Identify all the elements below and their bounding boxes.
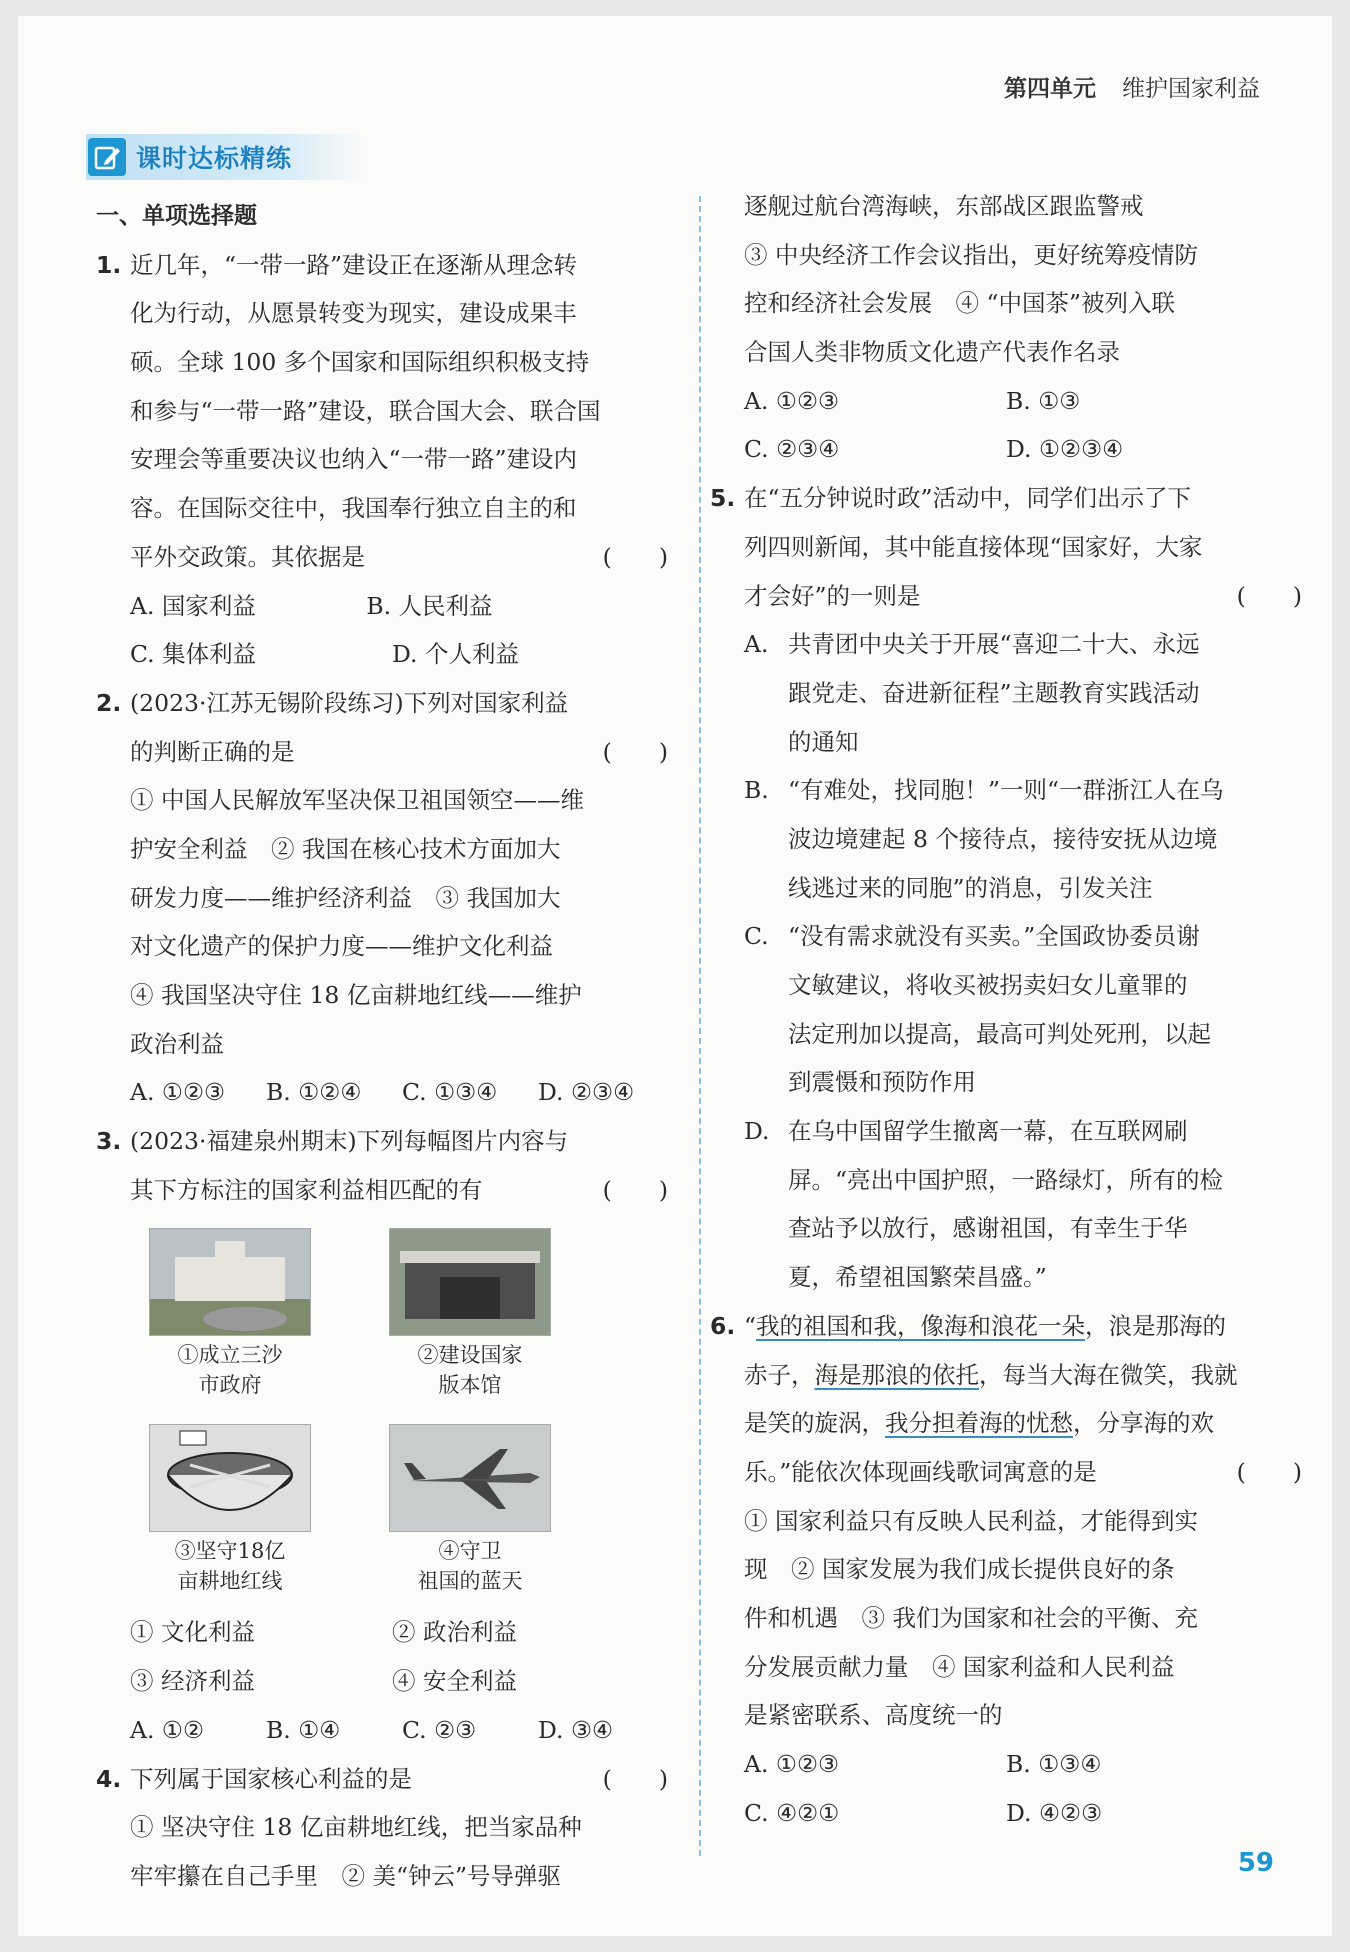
question-text: 对文化遗产的保护力度——维护文化利益 xyxy=(130,932,553,961)
question-text: 护安全利益 ② 我国在核心技术方面加大 xyxy=(130,834,561,863)
column-divider xyxy=(699,196,701,1856)
national-archives-photo xyxy=(389,1228,551,1336)
question-text: ，每当大海在微笑，我就 xyxy=(979,1360,1238,1389)
question-text: 下列属于国家核心利益的是 xyxy=(130,1764,412,1793)
picture-caption: ②建设国家 xyxy=(417,1343,523,1368)
question-text: ，分享海的欢 xyxy=(1073,1409,1214,1438)
option-label: C. xyxy=(744,922,769,951)
option-text: 跟党走、奋进新征程”主题教育实践活动 xyxy=(788,678,1200,707)
option-d[interactable] xyxy=(710,1107,1310,1302)
option-c[interactable]: C. ②③④ xyxy=(744,435,840,464)
question-text: “ xyxy=(744,1311,757,1340)
question-text: ，浪是那海的 xyxy=(1085,1311,1227,1340)
question-6 xyxy=(710,1302,1310,1838)
underlined-lyric: 海是那浪的依托 xyxy=(814,1360,979,1389)
question-text: 合国人类非物质文化遗产代表作名录 xyxy=(744,338,1120,367)
option-text: 波边境建起 8 个接待点，接待安抚从边境 xyxy=(788,824,1218,853)
option-c[interactable] xyxy=(710,912,1310,1107)
answer-blank[interactable]: ( ) xyxy=(602,1764,668,1793)
page xyxy=(18,16,1332,1936)
question-text: ③ 中央经济工作会议指出，更好统筹疫情防 xyxy=(744,240,1198,269)
question-text: (2023·福建泉州期末)下列每幅图片内容与 xyxy=(130,1127,569,1156)
option-a[interactable]: A. ①②③ xyxy=(744,386,840,415)
option-text: “没有需求就没有买卖。”全国政协委员谢 xyxy=(788,922,1200,951)
question-text: 逐舰过航台湾海峡，东部战区跟监警戒 xyxy=(744,192,1144,220)
option-b[interactable]: B. 人民利益 xyxy=(366,591,493,620)
question-5 xyxy=(710,474,1310,1302)
question-text: 硕。全球 100 多个国家和国际组织积极支持 xyxy=(130,348,590,377)
question-number: 5. xyxy=(710,484,736,513)
option-c[interactable]: C. 集体利益 xyxy=(130,640,257,669)
picture-4 xyxy=(370,1424,570,1596)
question-text: ① 中国人民解放军坚决保卫祖国领空——维 xyxy=(130,786,584,815)
option-c[interactable]: C. ①③④ xyxy=(402,1078,498,1107)
option-text: 的通知 xyxy=(788,727,859,756)
question-text: 才会好”的一则是 xyxy=(744,581,921,610)
question-3 xyxy=(96,1117,676,1754)
picture-3 xyxy=(130,1424,330,1596)
picture-caption: ①成立三沙 xyxy=(177,1343,283,1368)
option-text: 法定刑加以提高，最高可判处死刑，以起 xyxy=(788,1019,1211,1048)
statement-4: ④ 安全利益 xyxy=(392,1667,517,1696)
question-text: 件和机遇 ③ 我们为国家和社会的平衡、充 xyxy=(744,1603,1198,1632)
page-number: 59 xyxy=(1237,1848,1274,1878)
option-a[interactable] xyxy=(710,620,1310,766)
option-c[interactable]: C. ②③ xyxy=(402,1715,477,1744)
option-b[interactable]: B. ①③④ xyxy=(1006,1750,1102,1778)
option-text: 在乌中国留学生撤离一幕，在互联网刷 xyxy=(788,1117,1188,1146)
picture-2 xyxy=(370,1228,570,1400)
question-4-continued xyxy=(710,182,1310,474)
right-column xyxy=(710,182,1310,1837)
answer-blank[interactable]: ( ) xyxy=(602,542,668,571)
question-text: 研发力度——维护经济利益 ③ 我国加大 xyxy=(130,883,561,912)
underlined-lyric: 我分担着海的忧愁 xyxy=(885,1409,1073,1438)
option-a[interactable]: A. ①②③ xyxy=(130,1078,226,1107)
unit-label: 第四单元 xyxy=(1004,75,1096,102)
question-number: 4. xyxy=(96,1764,122,1793)
sansha-government-photo xyxy=(149,1228,311,1336)
question-text: ① 坚决守住 18 亿亩耕地红线，把当家品种 xyxy=(130,1813,582,1842)
question-number: 1. xyxy=(96,250,122,279)
banner-title: 课时达标精练 xyxy=(136,144,293,173)
page-header xyxy=(1004,66,1260,106)
option-text: 到震慑和预防作用 xyxy=(788,1068,976,1097)
question-text: ④ 我国坚决守住 18 亿亩耕地红线——维护 xyxy=(130,981,582,1009)
question-text: 化为行动，从愿景转变为现实，建设成果丰 xyxy=(130,299,577,328)
answer-blank[interactable]: ( ) xyxy=(1236,581,1302,610)
statement-3: ③ 经济利益 xyxy=(130,1667,255,1696)
option-label: A. xyxy=(744,630,769,659)
option-text: 文敏建议，将收买被拐卖妇女儿童罪的 xyxy=(788,971,1188,999)
left-column xyxy=(96,192,676,1901)
picture-caption: 版本馆 xyxy=(438,1373,502,1398)
pencil-note-icon xyxy=(88,138,126,176)
question-text: 乐。”能依次体现画线歌词寓意的是 xyxy=(744,1457,1097,1486)
picture-grid xyxy=(130,1214,676,1608)
option-a[interactable]: A. 国家利益 xyxy=(130,591,256,620)
question-text: 在“五分钟说时政”活动中，同学们出示了下 xyxy=(744,484,1192,513)
question-number: 2. xyxy=(96,688,122,717)
question-number: 6. xyxy=(710,1311,736,1340)
option-text: “有难处，找同胞！”一则“一群浙江人在乌 xyxy=(788,776,1224,805)
answer-blank[interactable]: ( ) xyxy=(1236,1457,1302,1486)
option-d[interactable]: D. 个人利益 xyxy=(392,640,519,669)
option-d[interactable]: D. ①②③④ xyxy=(1006,435,1124,464)
question-1 xyxy=(96,241,676,679)
option-text: 夏，希望祖国繁荣昌盛。” xyxy=(788,1263,1047,1292)
question-text: 近几年，“一带一路”建设正在逐渐从理念转 xyxy=(130,250,578,279)
question-text: 容。在国际交往中，我国奉行独立自主的和 xyxy=(130,494,577,523)
question-text: 是紧密联系、高度统一的 xyxy=(744,1701,1003,1730)
question-text: ① 国家利益只有反映人民利益，才能得到实 xyxy=(744,1506,1198,1535)
question-text: 是笑的旋涡， xyxy=(744,1409,885,1438)
question-text: 其下方标注的国家利益相匹配的有 xyxy=(130,1175,483,1204)
question-text: 控和经济社会发展 ④ “中国茶”被列入联 xyxy=(744,289,1175,318)
option-d[interactable]: D. ②③④ xyxy=(538,1078,635,1107)
picture-caption: ③坚守18亿 xyxy=(174,1539,286,1564)
question-text: 现 ② 国家发展为我们成长提供良好的条 xyxy=(744,1555,1175,1584)
option-b[interactable]: B. ①④ xyxy=(266,1715,341,1744)
question-text: 平外交政策。其依据是 xyxy=(130,542,365,571)
rice-bowl-cartoon xyxy=(149,1424,311,1532)
option-a[interactable]: A. ①②③ xyxy=(744,1750,840,1778)
section-heading: 一、单项选择题 xyxy=(96,203,257,229)
option-a[interactable]: A. ①② xyxy=(130,1715,205,1744)
question-number: 3. xyxy=(96,1127,122,1156)
question-text: 政治利益 xyxy=(130,1029,224,1058)
option-d[interactable]: D. ③④ xyxy=(538,1715,614,1744)
option-text: 线逃过来的同胞”的消息，引发关注 xyxy=(788,873,1153,902)
answer-blank[interactable]: ( ) xyxy=(602,1175,668,1204)
section-banner xyxy=(86,134,366,180)
question-text: 安理会等重要决议也纳入“一带一路”建设内 xyxy=(130,445,578,474)
statement-2: ② 政治利益 xyxy=(392,1618,517,1647)
question-text: (2023·江苏无锡阶段练习)下列对国家利益 xyxy=(130,688,569,717)
picture-caption: 祖国的蓝天 xyxy=(417,1569,523,1594)
picture-caption: 市政府 xyxy=(198,1373,262,1398)
answer-blank[interactable]: ( ) xyxy=(602,737,668,766)
option-text: 屏。“亮出中国护照，一路绿灯，所有的检 xyxy=(788,1165,1224,1194)
question-text: 和参与“一带一路”建设，联合国大会、联合国 xyxy=(130,396,601,425)
option-text: 共青团中央关于开展“喜迎二十大、永远 xyxy=(788,630,1200,659)
question-2 xyxy=(96,679,676,1117)
underlined-lyric: 我的祖国和我，像海和浪花一朵 xyxy=(756,1311,1086,1340)
statement-1: ① 文化利益 xyxy=(130,1618,255,1647)
option-text: 查站予以放行，感谢祖国，有幸生于华 xyxy=(788,1214,1188,1243)
question-text: 牢牢攥在自己手里 ② 美“钟云”号导弹驱 xyxy=(130,1861,561,1890)
picture-1 xyxy=(130,1228,330,1400)
question-text: 列四则新闻，其中能直接体现“国家好，大家 xyxy=(744,532,1203,561)
option-c[interactable]: C. ④②① xyxy=(744,1798,840,1827)
question-text: 分发展贡献力量 ④ 国家利益和人民利益 xyxy=(744,1652,1175,1681)
question-4 xyxy=(96,1755,676,1901)
option-label: B. xyxy=(744,776,769,805)
question-text: 赤子， xyxy=(744,1360,815,1389)
option-label: D. xyxy=(744,1117,770,1146)
question-text: 的判断正确的是 xyxy=(130,737,295,766)
picture-caption: 亩耕地红线 xyxy=(177,1569,283,1594)
option-b[interactable] xyxy=(710,766,1310,912)
option-d[interactable]: D. ④②③ xyxy=(1006,1798,1103,1827)
option-b[interactable]: B. ①③ xyxy=(1006,386,1081,415)
picture-caption: ④守卫 xyxy=(438,1539,502,1564)
option-b[interactable]: B. ①②④ xyxy=(266,1078,362,1107)
fighter-jet-photo xyxy=(389,1424,551,1532)
unit-title: 维护国家利益 xyxy=(1122,75,1260,102)
